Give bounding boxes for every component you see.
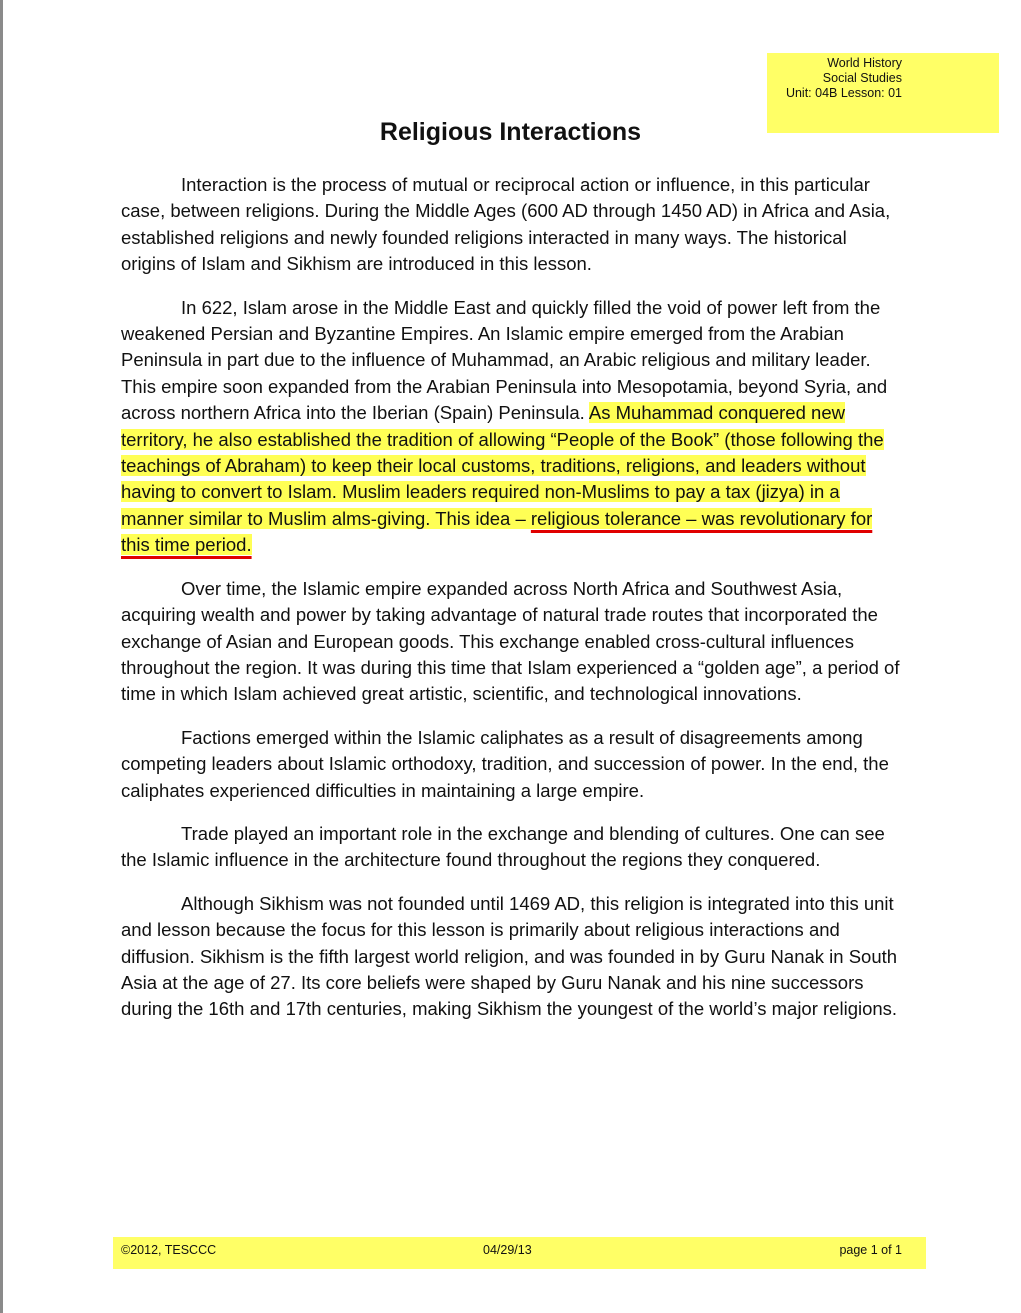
highlighted-passage [121,402,884,555]
header-subject: World History [827,56,902,70]
paragraph-islam-origins [121,295,906,559]
paragraph-text: In 622, Islam arose in the Middle East and quickly filled the void of power left from the weakened Persian and Byzantine Empires. An Islamic empire emerged from the Arabian Peninsula in part due to the influence of Muhammad, an Arabic religious and military leader. This empire soon expanded from the Arabian Peninsula into Mesopotamia, beyond Syria, and across northern Africa into the Iberian (Spain) Peninsula. [121,296,888,424]
footer-page-number: page 1 of 1 [839,1243,902,1257]
page-footer [113,1237,926,1269]
footer-copyright: ©2012, TESCCC [121,1243,217,1257]
highlighted-text: As Muhammad conquered new territory, he also established the tradition of allowing “People of the Book” (those following the teachings of Abraham) to keep their local customs, traditions, religions, and leaders without having to convert to Islam. Muslim leaders required non-Muslims to pay a tax (jizya) in a manner similar to Muslim alms-giving. This idea – [121,402,884,529]
header-unit-lesson: Unit: 04B Lesson: 01 [785,86,902,100]
paragraph-sikhism: Although Sikhism was not founded until 1469 AD, this religion is integrated into this unit and lesson because the focus for this lesson is primarily about religious interactions and diffusion. Sikhism is the fifth largest world religion, and was founded in by Guru Nanak in South Asia at the age of 27. Its core beliefs were shaped by Guru Nanak and his nine successors during the 16th and 17th centuries, making Sikhism the youngest of the world’s major religions. [121,892,898,1020]
paragraph-golden-age: Over time, the Islamic empire expanded across North Africa and Southwest Asia, acquiring wealth and power by taking advantage of natural trade routes that incorporated the exchange of Asian and European goods. This exchange enabled cross-cultural influences throughout the region. It was during this time that Islam experienced a “golden age”, a period of time in which Islam achieved great artistic, scientific, and technological innovations. [121,577,900,705]
document-body [121,172,906,1040]
page-title: Religious Interactions [379,118,642,146]
underlined-passage: religious tolerance – was revolutionary for this time period. [121,507,873,556]
paragraph-interaction: Interaction is the process of mutual or reciprocal action or influence, in this particular case, between religions. During the Middle Ages (600 AD through 1450 AD) in Africa and Asia, established religions and newly founded religions interacted in many ways. The historical origins of Islam and Sikhism are introduced in this lesson. [121,174,891,275]
page-edge [0,0,3,1313]
header-department: Social Studies [822,71,902,85]
footer-date: 04/29/13 [483,1243,532,1257]
paragraph-trade: Trade played an important role in the exchange and blending of cultures. One can see the Islamic influence in the architecture found throughout the regions they conquered. [121,822,885,871]
paragraph-factions: Factions emerged within the Islamic caliphates as a result of disagreements among competing leaders about Islamic orthodoxy, tradition, and succession of power. In the end, the caliphates experienced difficulties in maintaining a large empire. [121,726,889,801]
